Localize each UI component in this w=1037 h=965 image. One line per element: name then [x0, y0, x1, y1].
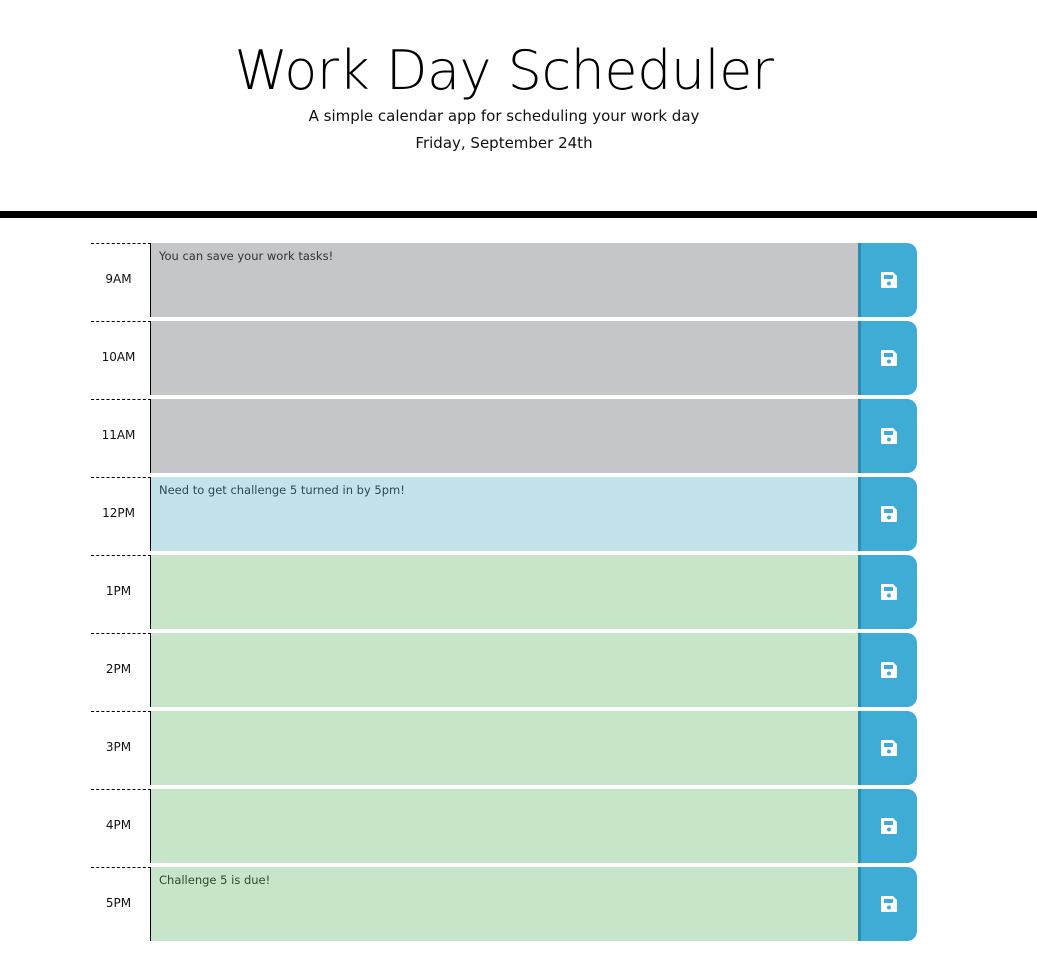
save-button[interactable] [858, 321, 917, 395]
hour-label: 11AM [91, 399, 151, 473]
save-button[interactable] [858, 399, 917, 473]
time-block [91, 477, 917, 551]
task-input[interactable] [151, 789, 858, 863]
task-input[interactable] [151, 321, 858, 395]
time-block [91, 789, 917, 863]
save-button[interactable] [858, 867, 917, 941]
task-input[interactable] [151, 477, 858, 551]
save-button[interactable] [858, 243, 917, 317]
floppy-disk-icon [879, 504, 899, 524]
floppy-disk-icon [879, 270, 899, 290]
task-input[interactable] [151, 711, 858, 785]
floppy-disk-icon [879, 582, 899, 602]
hour-label: 12PM [91, 477, 151, 551]
hour-label: 2PM [91, 633, 151, 707]
time-block [91, 243, 917, 317]
hour-label: 4PM [91, 789, 151, 863]
page-title: Work Day Scheduler [234, 39, 774, 102]
save-button[interactable] [858, 633, 917, 707]
task-input[interactable] [151, 243, 858, 317]
time-block-list [91, 243, 917, 945]
page-subtitle: A simple calendar app for scheduling your work day [308, 107, 700, 125]
save-button[interactable] [858, 555, 917, 629]
floppy-disk-icon [879, 426, 899, 446]
hour-label: 3PM [91, 711, 151, 785]
time-block [91, 633, 917, 707]
save-button[interactable] [858, 711, 917, 785]
task-input[interactable] [151, 633, 858, 707]
save-button[interactable] [858, 477, 917, 551]
current-day: Friday, September 24th [415, 134, 593, 152]
hour-label: 9AM [91, 243, 151, 317]
time-block [91, 399, 917, 473]
task-input[interactable] [151, 399, 858, 473]
hour-label: 1PM [91, 555, 151, 629]
time-block [91, 711, 917, 785]
time-block [91, 321, 917, 395]
floppy-disk-icon [879, 738, 899, 758]
hour-label: 10AM [91, 321, 151, 395]
task-input[interactable] [151, 867, 858, 941]
floppy-disk-icon [879, 816, 899, 836]
header-divider [0, 211, 1037, 218]
time-block [91, 867, 917, 941]
floppy-disk-icon [879, 894, 899, 914]
floppy-disk-icon [879, 348, 899, 368]
hour-label: 5PM [91, 867, 151, 941]
save-button[interactable] [858, 789, 917, 863]
time-block [91, 555, 917, 629]
floppy-disk-icon [879, 660, 899, 680]
task-input[interactable] [151, 555, 858, 629]
header [0, 0, 1008, 211]
